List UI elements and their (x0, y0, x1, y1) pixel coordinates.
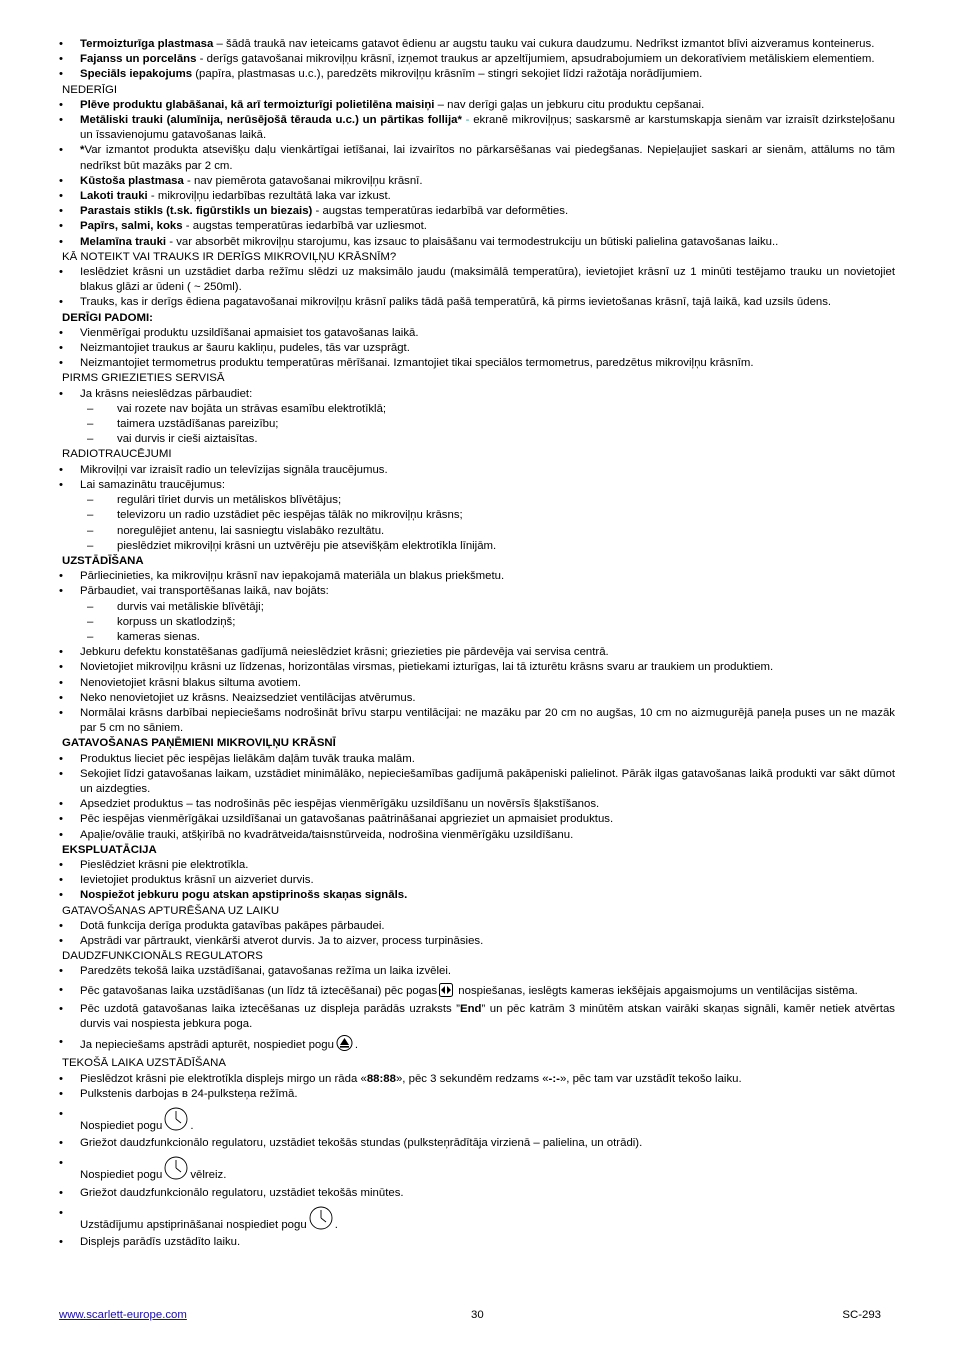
list-item: • Pulkstenis darbojas в 24-pulksteņa režīmā. (59, 1087, 895, 1102)
list-item: • Plēve produktu glabāšanai, kā arī termoizturīgi polietilēna maisiņi – nav derīgi gaļas un jebkuru citu produktu cepšanai. (59, 98, 895, 113)
list-item: • Lakoti trauki - mikroviļņu iedarbības rezultātā laka var izkust. (59, 189, 895, 204)
list-item: • Sekojiet līdzi gatavošanas laikam, uzstādiet minimālāko, nepieciešamības gadījumā pakāpeniski palielinot. Pārāk ilgas gatavošanas laikā produkti var sākt dūmot un aizdegties. (59, 767, 895, 797)
section-heading: DERĪGI PADOMI: (62, 311, 153, 324)
page-footer (59, 1307, 881, 1323)
section-heading: DAUDZFUNKCIONĀLS REGULATORS (62, 950, 263, 963)
dash-item: – kameras sienas. (59, 630, 895, 645)
list-item: • Papīrs, salmi, koks - augstas temperatūras iedarbībā var uzliesmot. (59, 219, 895, 234)
list-item: • Parastais stikls (t.sk. figūrstikls un biezais) - augstas temperatūras iedarbībā var deformēties. (59, 204, 895, 219)
list-item: • Displejs parādīs uzstādīto laiku. (59, 1235, 895, 1250)
list-item: • Ievietojiet produktus krāsnī un aizveriet durvis. (59, 873, 895, 888)
list-item: • Apaļie/ovālie trauki, atšķirībā no kvadrātveida/taisnstūrveida, nodrošina vienmērīgāku uzsildīšanu. (59, 828, 895, 843)
list-item: • Pēc iespējas vienmērīgākai uzsildīšanai un gatavošanas paātrināšanai apgrieziet un apmaisiet produktus. (59, 812, 895, 827)
page-number: 30 (471, 1309, 484, 1321)
list-item: • Pieslēdzot krāsni pie elektrotīkla displejs mirgo un rāda «88:88», pēc 3 sekundēm redzams «-:-», pēc tam var uzstādīt tekošo laiku. (59, 1072, 895, 1087)
list-item: • Neizmantojiet termometrus produktu temperatūras mērīšanai. Izmantojiet tikai speciālos termometrus, paredzētus mikroviļņu krāsnīm. (59, 356, 895, 371)
section-heading: RADIOTRAUCĒJUMI (62, 448, 172, 461)
list-item: • Ja nepieciešams apstrādi apturēt, nospiediet pogu . (59, 1035, 895, 1056)
stop-button-icon (336, 1035, 353, 1056)
section-heading: UZSTĀDĪŠANA (62, 554, 144, 567)
dash-item: – regulāri tīriet durvis un metāliskos blīvētājus; (59, 493, 895, 508)
list-item: • Vienmērīgai produktu uzsildīšanai apmaisiet tos gatavošanas laikā. (59, 326, 895, 341)
list-item: • Nospiediet pogu vēlreiz. (59, 1156, 895, 1185)
list-item: • Pieslēdziet krāsni pie elektrotīkla. (59, 858, 895, 873)
list-item: • Apstrādi var pārtraukt, vienkārši atverot durvis. Ja to aizver, process turpināsies. (59, 934, 895, 949)
dash-item: – korpuss un skatlodziņš; (59, 615, 895, 630)
list-item: • Griežot daudzfunkcionālo regulatoru, uzstādiet tekošās minūtes. (59, 1186, 895, 1201)
list-item: • Pārbaudiet, vai transportēšanas laikā, nav bojāts: (59, 584, 895, 599)
door-button-icon (439, 983, 453, 1002)
dash-item: – pieslēdziet mikroviļņi krāsni un uztvērēju pie atsevišķām elektrotīkla līnijām. (59, 539, 895, 554)
list-item: • Nospiediet pogu . (59, 1107, 895, 1136)
list-item: • Uzstādījumu apstiprināšanai nospiediet pogu . (59, 1206, 895, 1235)
section-heading: KĀ NOTEIKT VAI TRAUKS IR DERĪGS MIKROVIĻŅU KRĀSNĪM? (62, 250, 397, 263)
list-item: • Apsedziet produktus – tas nodrošinās pēc iespējas vienmērīgāku uzsildīšanu un novērsīs šļakstīšanos. (59, 797, 895, 812)
dash-item: – durvis vai metāliskie blīvētāji; (59, 600, 895, 615)
clock-button-icon (164, 1107, 188, 1136)
list-item: • Neizmantojiet traukus ar šauru kakliņu, pudeles, tās var uzsprāgt. (59, 341, 895, 356)
list-item: • Mikroviļņi var izraisīt radio un televīzijas signāla traucējumus. (59, 463, 895, 478)
section-heading: TEKOŠĀ LAIKA UZSTĀDĪŠANA (62, 1057, 226, 1070)
list-item: • Trauks, kas ir derīgs ēdiena pagatavošanai mikroviļņu krāsnī paliks tādā pašā temperatūrā, kā pirms ievietošanas krāsnī, tajā laikā, kad uzsils ūdens. (59, 295, 895, 310)
dash-item: – noregulējiet antenu, lai sasniegtu vislabāko rezultātu. (59, 524, 895, 539)
list-item: • Termoizturīga plastmasa – šādā traukā nav ieteicams gatavot ēdienu ar augstu tauku vai cukura daudzumu. Nedrīkst izmantot blīvi aizveramus konteinerus. (59, 37, 895, 52)
clock-button-icon (309, 1206, 333, 1235)
list-item: • Kūstoša plastmasa - nav piemērota gatavošanai mikroviļņu krāsnī. (59, 174, 895, 189)
list-item: • Paredzēts tekošā laika uzstādīšanai, gatavošanas režīma un laika izvēlei. (59, 964, 895, 979)
list-item: • Melamīna trauki - var absorbēt mikroviļņu starojumu, kas izsauc to plaisāšanu vai termodestrukciju un būtiski palielina gatavošanas laiku.. (59, 235, 895, 250)
list-item: • Pēc gatavošanas laika uzstādīšanas (un līdz tā iztecēšanai) pēc pogas nospiešanas, ieslēgts kameras iekšējais apgaismojums un ventilācijas sistēma. (59, 983, 895, 1002)
list-item: • Griežot daudzfunkcionālo regulatoru, uzstādiet tekošās stundas (pulksteņrādītāja virzienā – palielina, un otrādi). (59, 1136, 895, 1151)
list-item: • Normālai krāsns darbībai nepieciešams nodrošināt brīvu starpu ventilācijai: ne mazāku par 20 cm no augšas, 10 cm no aizmugurējā paneļa puses un ne mazāk par 5 cm no sāniem. (59, 706, 895, 736)
section-heading: PIRMS GRIEZIETIES SERVISĀ (62, 372, 225, 385)
document-body (59, 37, 895, 1250)
dash-item: – taimera uzstādīšanas pareizību; (59, 417, 895, 432)
list-item: • Speciāls iepakojums (papīra, plastmasas u.c.), paredzēts mikroviļņu krāsnīm – stingri sekojiet līdzi ražotāja norādījumiem. (59, 67, 895, 82)
section-heading: EKSPLUATĀCIJA (62, 843, 157, 856)
section-heading: GATAVOŠANAS PAŅĒMIENI MIKROVIĻŅU KRĀSNĪ (62, 737, 336, 750)
list-item: • Jebkuru defektu konstatēšanas gadījumā neieslēdziet krāsni; griezieties pie pārdevēja vai servisa centrā. (59, 645, 895, 660)
list-item: • Pārliecinieties, ka mikroviļņu krāsnī nav iepakojamā materiāla un blakus priekšmetu. (59, 569, 895, 584)
list-item: • Novietojiet mikroviļņu krāsni uz līdzenas, horizontālas virsmas, pietiekami izturīgas, lai tā izturētu krāsns svaru ar traukiem un produktiem. (59, 660, 895, 675)
list-item: • Ieslēdziet krāsni un uzstādiet darba režīmu slēdzi uz maksimālo jaudu (maksimālā temperatūra), ievietojiet krāsnī uz 1 minūti testējamo trauku un novietojiet blakus glāzi ar ūdeni ( ~ 250ml). (59, 265, 895, 295)
dash-item: – vai durvis ir cieši aiztaisītas. (59, 432, 895, 447)
list-item: • Pēc uzdotā gatavošanas laika iztecēšanas uz displeja parādās uzraksts ”End” un pēc katrām 3 minūtēm atskan vairāki skaņas signāli, kamēr netiek atvērtas durvis vai nospiesta jebkura poga. (59, 1002, 895, 1032)
list-item: • Produktus lieciet pēc iespējas lielākām daļām tuvāk trauka malām. (59, 752, 895, 767)
list-item: • Nospiežot jebkuru pogu atskan apstiprinošs skaņas signāls. (59, 888, 895, 903)
section-heading: GATAVOŠANAS APTURĒŠANA UZ LAIKU (62, 904, 280, 917)
dash-item: – televizoru un radio uzstādiet pēc iespējas tālāk no mikroviļņu krāsns; (59, 508, 895, 523)
section-heading: NEDERĪGI (62, 83, 118, 96)
list-item: • Dotā funkcija derīga produkta gatavības pakāpes pārbaudei. (59, 919, 895, 934)
list-item: • Nenovietojiet krāsni blakus siltuma avotiem. (59, 676, 895, 691)
list-item: • Neko nenovietojiet uz krāsns. Neaizsedziet ventilācijas atvērumus. (59, 691, 895, 706)
model-number: SC-293 (842, 1309, 881, 1321)
clock-button-icon (164, 1156, 188, 1185)
dash-item: – vai rozete nav bojāta un strāvas esamību elektrotīklā; (59, 402, 895, 417)
list-item: • Ja krāsns neieslēdzas pārbaudiet: (59, 387, 895, 402)
list-item: • Fajanss un porcelāns - derīgs gatavošanai mikroviļņu krāsnī, izņemot traukus ar apzeltījumiem, apsudrabojumiem un dekoratīviem metāliskiem elementiem. (59, 52, 895, 67)
list-item: • Metāliski trauki (alumīnija, nerūsējošā tērauda u.c.) un pārtikas follija* - ekranē mikroviļņus; saskarsmē ar karstumskapja sienām var izraisīt dzirksteļošanu un īssavienojumu gatavošanas laikā. (59, 113, 895, 143)
website-link[interactable]: www.scarlett-europe.com (59, 1309, 187, 1321)
list-item: • *Var izmantot produkta atsevišķu daļu vienkārtīgai ietīšanai, lai izvairītos no pārkarsēšanas vai piedegšanas. Nepieļaujiet saskari ar sienām, attālums no tām nedrīkst būt mazāks par 2 cm. (59, 143, 895, 173)
list-item: • Lai samazinātu traucējumus: (59, 478, 895, 493)
